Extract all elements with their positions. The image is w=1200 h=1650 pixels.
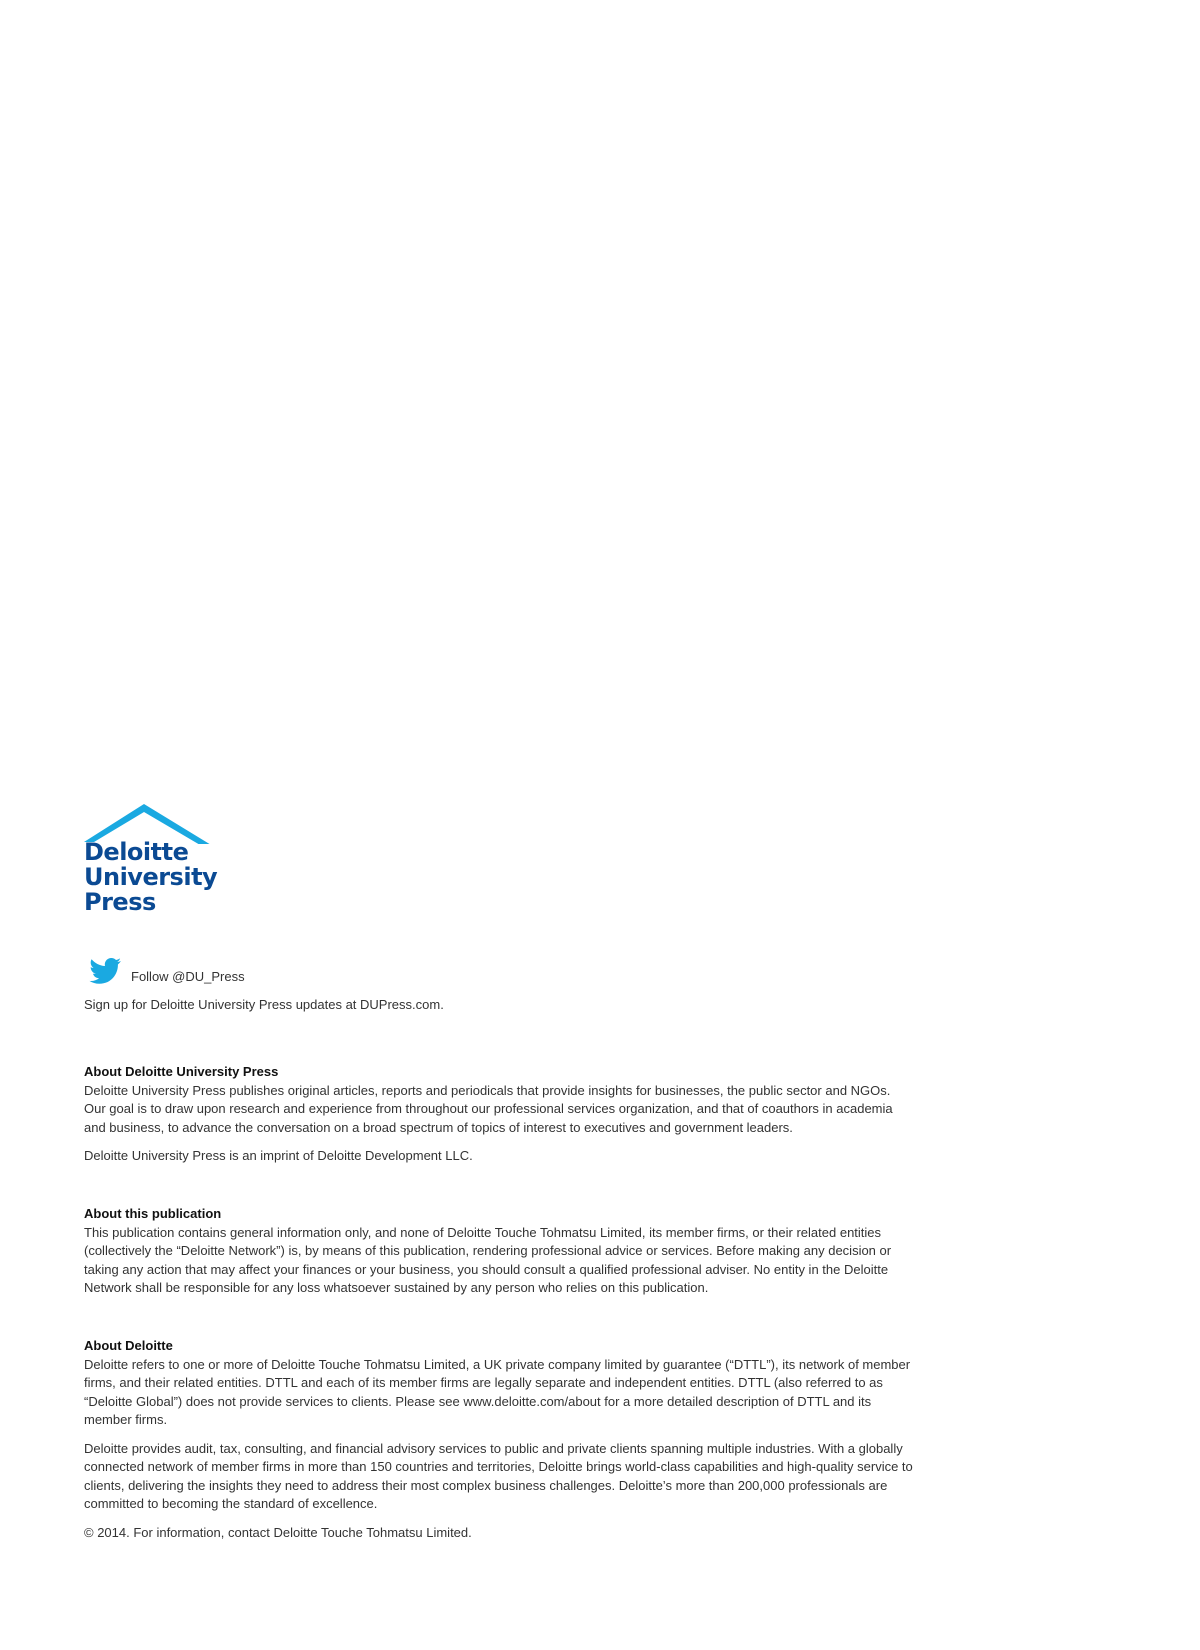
section-paragraph: Deloitte University Press is an imprint of Deloitte Development LLC. bbox=[84, 1148, 473, 1163]
logo-line-1: Deloitte bbox=[84, 838, 189, 866]
section-paragraph: Deloitte University Press publishes original articles, reports and periodicals that provide insights for businesses, the public sector and NGOs. Our goal is to draw upon research and experience from throughout our professional services organization, and that of coauthors in academia and business, to advance the conversation on a broad spectrum of topics of interest to executives and government leaders. bbox=[84, 1082, 893, 1135]
section-heading: About this publication bbox=[84, 1206, 222, 1221]
signup-text: Sign up for Deloitte University Press updates at DUPress.com. bbox=[84, 997, 444, 1012]
follow-link[interactable]: Follow @DU_Press bbox=[131, 969, 245, 984]
about-dup-section bbox=[84, 1063, 914, 1166]
twitter-bird-icon bbox=[88, 957, 122, 985]
logo-line-3: Press bbox=[84, 888, 156, 916]
section-paragraph: Deloitte provides audit, tax, consulting, and financial advisory services to public and private clients spanning multiple industries. With a globally connected network of member firms in more than 150 countries and territories, Deloitte brings world-class capabilities and high-quality service to clients, delivering the insights they need to address their most complex business challenges. Deloitte’s more than 200,000 professionals are committed to becoming the standard of excellence. bbox=[84, 1440, 913, 1511]
twitter-follow[interactable] bbox=[88, 957, 488, 987]
deloitte-university-press-logo bbox=[84, 804, 244, 916]
section-paragraph: This publication contains general information only, and none of Deloitte Touche Tohmatsu Limited, its member firms, or their related entities (collectively the “Deloitte Network”) is, by means of this publication, rendering professional advice or services. Before making any decision or taking any action that may affect your finances or your business, you should consult a qualified professional adviser. No entity in the Deloitte Network shall be responsible for any loss whatsoever sustained by any person who relies on this publication. bbox=[84, 1224, 892, 1295]
about-deloitte-section bbox=[84, 1337, 914, 1542]
copyright-text: © 2014. For information, contact Deloitte Touche Tohmatsu Limited. bbox=[84, 1524, 472, 1540]
section-heading: About Deloitte University Press bbox=[84, 1064, 279, 1079]
logo-line-2: University bbox=[84, 863, 218, 891]
about-publication-section bbox=[84, 1205, 914, 1298]
section-paragraph: Deloitte refers to one or more of Deloitte Touche Tohmatsu Limited, a UK private company limited by guarantee (“DTTL”), its network of member firms, and their related entities. DTTL and each of its member firms are legally separate and independent entities. DTTL (also referred to as “Deloitte Global”) does not provide services to clients. Please see www.deloitte.com/about for a more detailed description of DTTL and its member firms. bbox=[84, 1356, 911, 1427]
section-heading: About Deloitte bbox=[84, 1338, 173, 1353]
logo-wordmark bbox=[84, 840, 217, 915]
